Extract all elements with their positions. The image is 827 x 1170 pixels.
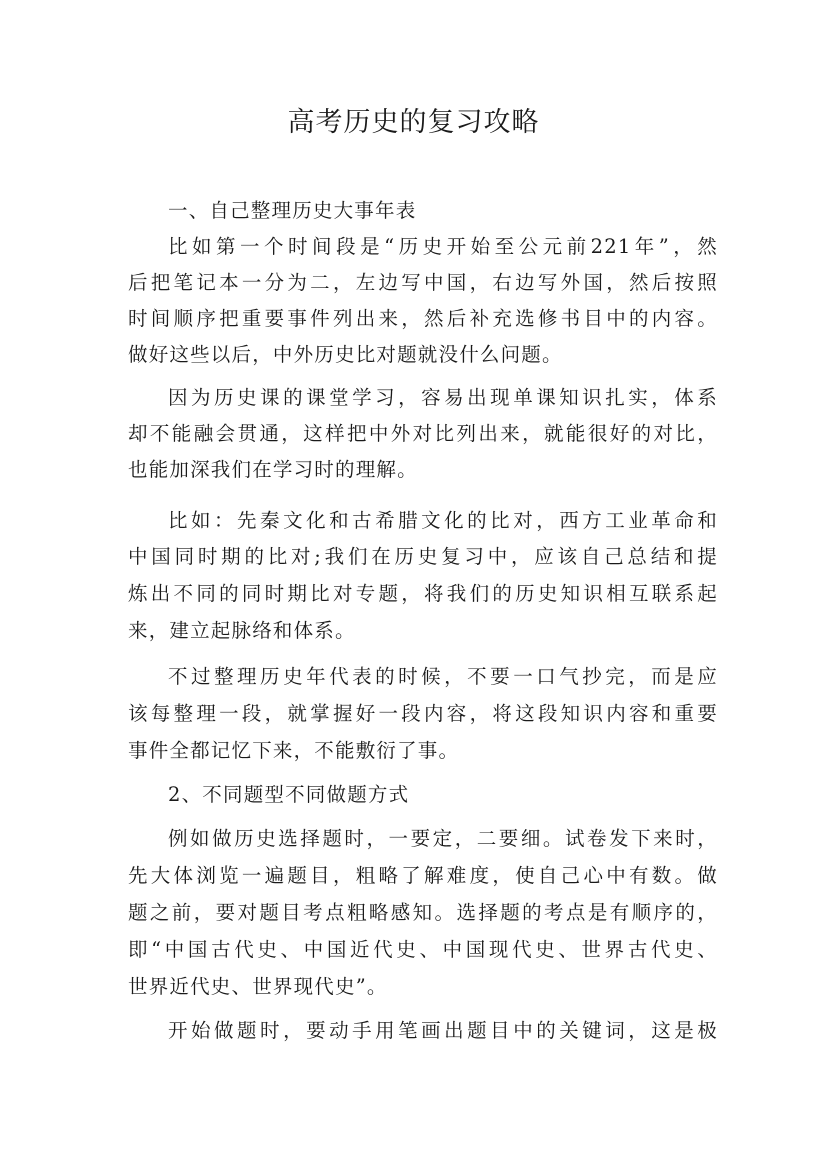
paragraph-line: 炼出不同的同时期比对专题，将我们的历史知识相互联系起 — [128, 582, 718, 605]
paragraph-line: 后把笔记本一分为二，左边写中国，右边写外国，然后按照 — [128, 271, 718, 294]
paragraph-line: 不过整理历史年代表的时候，不要一口气抄完，而是应 — [168, 665, 718, 688]
paragraph-line: 即“中国古代史、中国近代史、中国现代史、世界古代史、 — [128, 938, 718, 961]
paragraph-line: 先大体浏览一遍题目，粗略了解难度，使自己心中有数。做 — [128, 864, 718, 887]
paragraph-line: 世界近代史、世界现代史”。 — [128, 975, 388, 998]
paragraph-line: 事件全都记忆下来，不能敷衍了事。 — [128, 739, 460, 762]
paragraph-line: 题之前，要对题目考点粗略感知。选择题的考点是有顺序的， — [128, 901, 718, 924]
paragraph-line: 中国同时期的比对;我们在历史复习中，应该自己总结和提 — [128, 545, 718, 568]
heading-section-2: 2、不同题型不同做题方式 — [168, 783, 410, 806]
paragraph-line: 来，建立起脉络和体系。 — [128, 619, 356, 642]
paragraph-line: 开始做题时，要动手用笔画出题目中的关键词，这是极 — [168, 1019, 718, 1042]
paragraph-line: 也能加深我们在学习时的理解。 — [128, 458, 418, 481]
paragraph-line: 该每整理一段，就掌握好一段内容，将这段知识内容和重要 — [128, 702, 718, 725]
heading-section-1: 一、自己整理历史大事年表 — [168, 199, 417, 222]
document-title: 高考历史的复习攻略 — [287, 107, 540, 138]
paragraph-line: 做好这些以后，中外历史比对题就没什么问题。 — [128, 343, 563, 366]
paragraph-line: 比如第一个时间段是“历史开始至公元前221年”，然 — [168, 235, 718, 258]
paragraph-line: 例如做历史选择题时，一要定，二要细。试卷发下来时， — [168, 827, 718, 850]
paragraph-line: 因为历史课的课堂学习，容易出现单课知识扎实，体系 — [168, 386, 718, 409]
paragraph-line: 却不能融会贯通，这样把中外对比列出来，就能很好的对比， — [128, 422, 718, 445]
paragraph-line: 比如：先秦文化和古希腊文化的比对，西方工业革命和 — [168, 509, 718, 532]
paragraph-line: 时间顺序把重要事件列出来，然后补充选修书目中的内容。 — [128, 307, 718, 330]
